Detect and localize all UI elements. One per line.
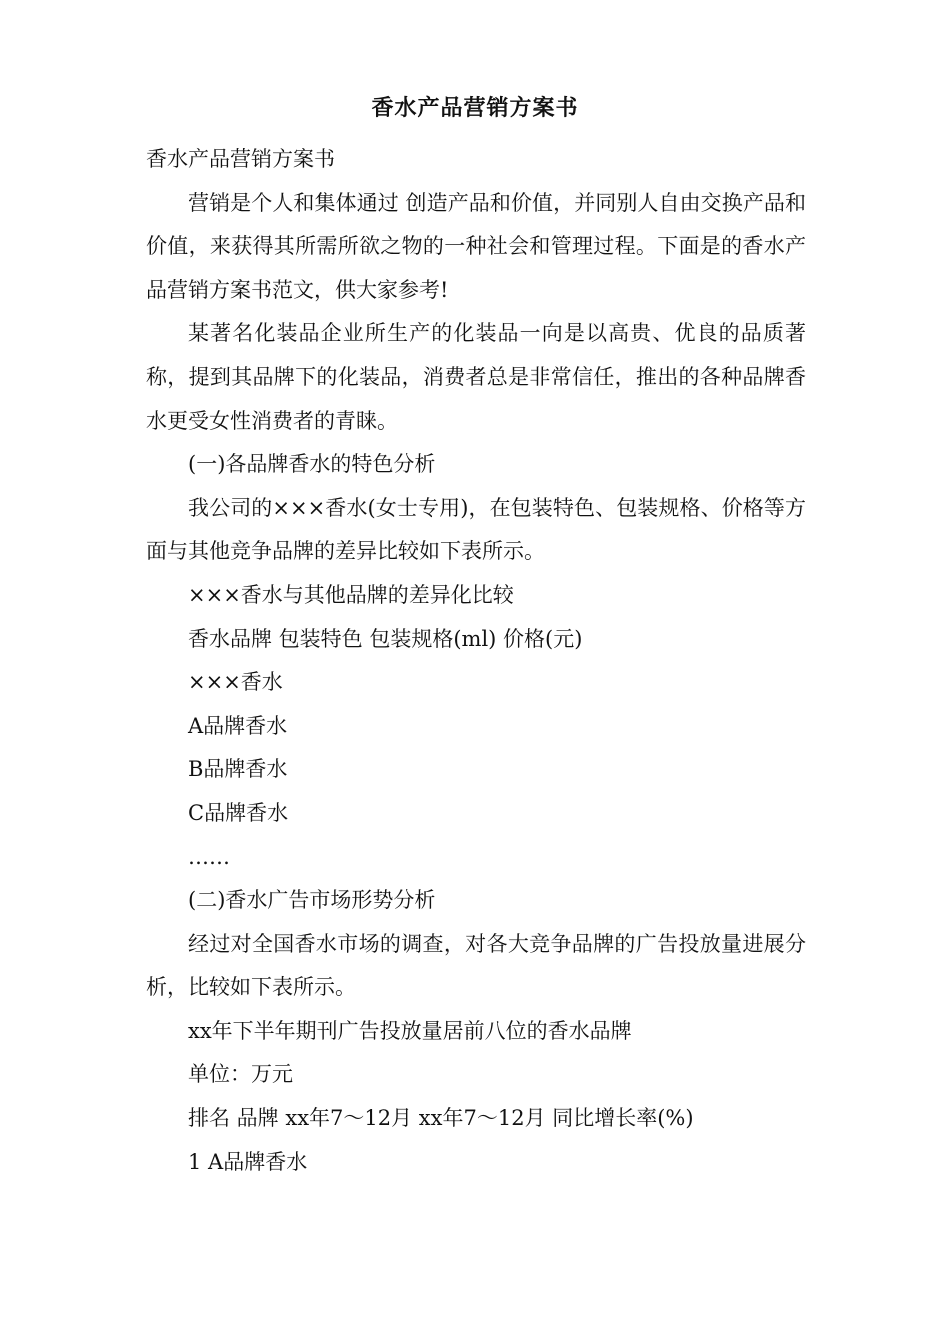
paragraph: 我公司的×××香水(女士专用)，在包装特色、包装规格、价格等方面与其他竞争品牌的差异比较如下表所示。	[146, 495, 806, 564]
paragraph: 单位：万元	[188, 1062, 293, 1087]
document-body	[146, 138, 806, 1184]
paragraph: B品牌香水	[188, 757, 288, 782]
paragraph: C品牌香水	[188, 800, 289, 825]
document-title: 香水产品营销方案书	[371, 95, 579, 121]
paragraph: 某著名化装品企业所生产的化装品一向是以高贵、优良的品质著称，提到其品牌下的化装品，消费者总是非常信任，推出的各种品牌香水更受女性消费者的青睐。	[146, 321, 806, 433]
paragraph: A品牌香水	[188, 713, 288, 738]
paragraph: 排名 品牌 xx年7～12月 xx年7～12月 同比增长率(%)	[188, 1106, 694, 1131]
paragraph: (一)各品牌香水的特色分析	[188, 452, 436, 477]
paragraph: 香水产品营销方案书	[146, 147, 335, 171]
paragraph: ×××香水与其他品牌的差异化比较	[188, 582, 514, 607]
paragraph: (二)香水广告市场形势分析	[188, 888, 436, 913]
paragraph: 经过对全国香水市场的调查，对各大竞争品牌的广告投放量进展分析，比较如下表所示。	[146, 931, 806, 1000]
paragraph: 香水品牌 包装特色 包装规格(ml) 价格(元)	[188, 626, 583, 651]
paragraph: ×××香水	[188, 670, 283, 695]
paragraph: 营销是个人和集体通过 创造产品和价值，并同别人自由交换产品和价值，来获得其所需所欲之物的一种社会和管理过程。下面是的香水产品营销方案书范文，供大家参考!	[146, 190, 806, 302]
paragraph: 1 A品牌香水	[188, 1149, 308, 1174]
paragraph: xx年下半年期刊广告投放量居前八位的香水品牌	[188, 1018, 632, 1043]
paragraph: ……	[188, 844, 230, 869]
